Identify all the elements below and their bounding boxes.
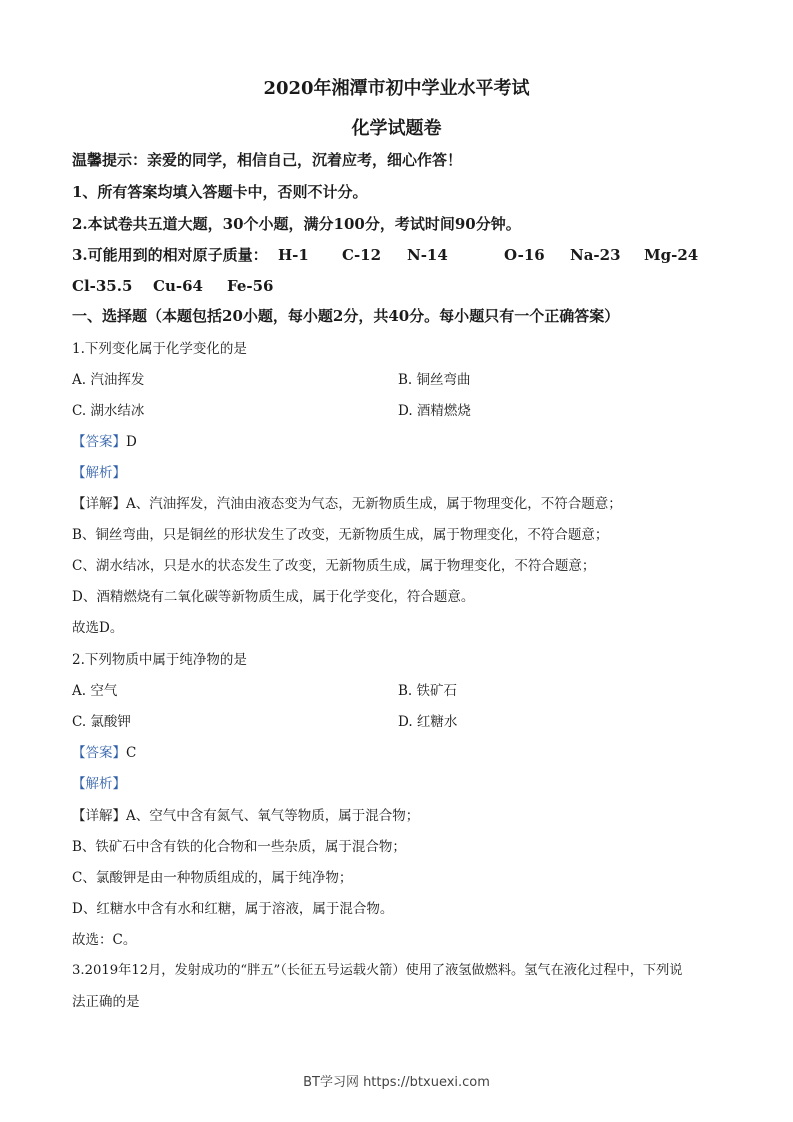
q2-option-b: B. 铁矿石 <box>398 683 458 699</box>
q2-answer-tag: 【答案】 <box>72 745 126 761</box>
q1-answer <box>72 433 137 451</box>
atomic-masses-row-2 <box>72 277 274 295</box>
mass-cu: Cu-64 <box>153 277 203 295</box>
q1-answer-tag: 【答案】 <box>72 434 126 450</box>
mass-n: N-14 <box>407 246 448 264</box>
tip-line: 温馨提示：亲爱的同学，相信自己，沉着应考，细心作答！ <box>72 151 463 169</box>
q1-detail-4: D、酒精燃烧有二氧化碳等新物质生成，属于化学变化，符合题意。 <box>72 589 475 605</box>
q1-stem: 1.下列变化属于化学变化的是 <box>72 341 247 357</box>
q1-conclusion: 故选D。 <box>72 620 124 636</box>
q2-option-a: A. 空气 <box>72 683 118 699</box>
q1-analysis-tag: 【解析】 <box>72 465 126 481</box>
q2-detail-4: D、红糖水中含有水和红糖，属于溶液，属于混合物。 <box>72 901 394 917</box>
q1-detail-3: C、湖水结冰，只是水的状态发生了改变，无新物质生成，属于物理变化，不符合题意； <box>72 558 596 574</box>
mass-c: C-12 <box>342 246 382 264</box>
rule-3-label: 3.可能用到的相对原子质量： <box>72 246 268 264</box>
footer-watermark: BT学习网 https://btxuexi.com <box>303 1075 490 1090</box>
section-heading: 一、选择题（本题包括20小题，每小题2分，共40分。每小题只有一个正确答案） <box>72 307 620 325</box>
q3-stem-line-1: 3.2019年12月，发射成功的“胖五”（长征五号运载火箭）使用了液氢做燃料。氢气在液化过程中，下列说 <box>72 963 683 978</box>
q1-option-c: C. 湖水结冰 <box>72 403 145 419</box>
rule-2: 2.本试卷共五道大题，30个小题，满分100分，考试时间90分钟。 <box>72 215 521 233</box>
q2-detail-1: 【详解】A、空气中含有氮气、氧气等物质，属于混合物； <box>72 808 420 824</box>
page-title: 2020年湘潭市初中学业水平考试 <box>263 78 530 99</box>
mass-fe: Fe-56 <box>227 277 274 295</box>
mass-na: Na-23 <box>570 246 621 264</box>
q1-option-b: B. 铜丝弯曲 <box>398 372 471 388</box>
rule-1: 1、所有答案均填入答题卡中，否则不计分。 <box>72 183 368 201</box>
q1-option-d: D. 酒精燃烧 <box>398 403 471 419</box>
q2-option-d: D. 红糖水 <box>398 714 458 730</box>
q2-detail-2: B、铁矿石中含有铁的化合物和一些杂质，属于混合物； <box>72 839 406 855</box>
q2-analysis-tag: 【解析】 <box>72 776 126 792</box>
q1-detail-2: B、铜丝弯曲，只是铜丝的形状发生了改变，无新物质生成，属于物理变化，不符合题意； <box>72 527 609 543</box>
q2-conclusion: 故选：C。 <box>72 932 137 948</box>
q2-option-c: C. 氯酸钾 <box>72 714 131 730</box>
q2-answer-value: C <box>126 745 137 761</box>
q1-option-a: A. 汽油挥发 <box>72 372 145 388</box>
mass-cl: Cl-35.5 <box>72 277 133 295</box>
q2-detail-3: C、氯酸钾是由一种物质组成的，属于纯净物； <box>72 870 353 886</box>
q3-stem-line-2: 法正确的是 <box>72 994 140 1010</box>
page-subtitle: 化学试题卷 <box>351 118 442 139</box>
atomic-masses-row-1 <box>72 246 699 264</box>
q2-answer <box>72 744 136 762</box>
q1-answer-value: D <box>126 434 137 450</box>
q2-stem: 2.下列物质中属于纯净物的是 <box>72 652 247 668</box>
mass-mg: Mg-24 <box>644 246 699 264</box>
mass-o: O-16 <box>504 246 545 264</box>
mass-h: H-1 <box>278 246 309 264</box>
q1-detail-1: 【详解】A、汽油挥发，汽油由液态变为气态，无新物质生成，属于物理变化，不符合题意； <box>72 496 622 512</box>
